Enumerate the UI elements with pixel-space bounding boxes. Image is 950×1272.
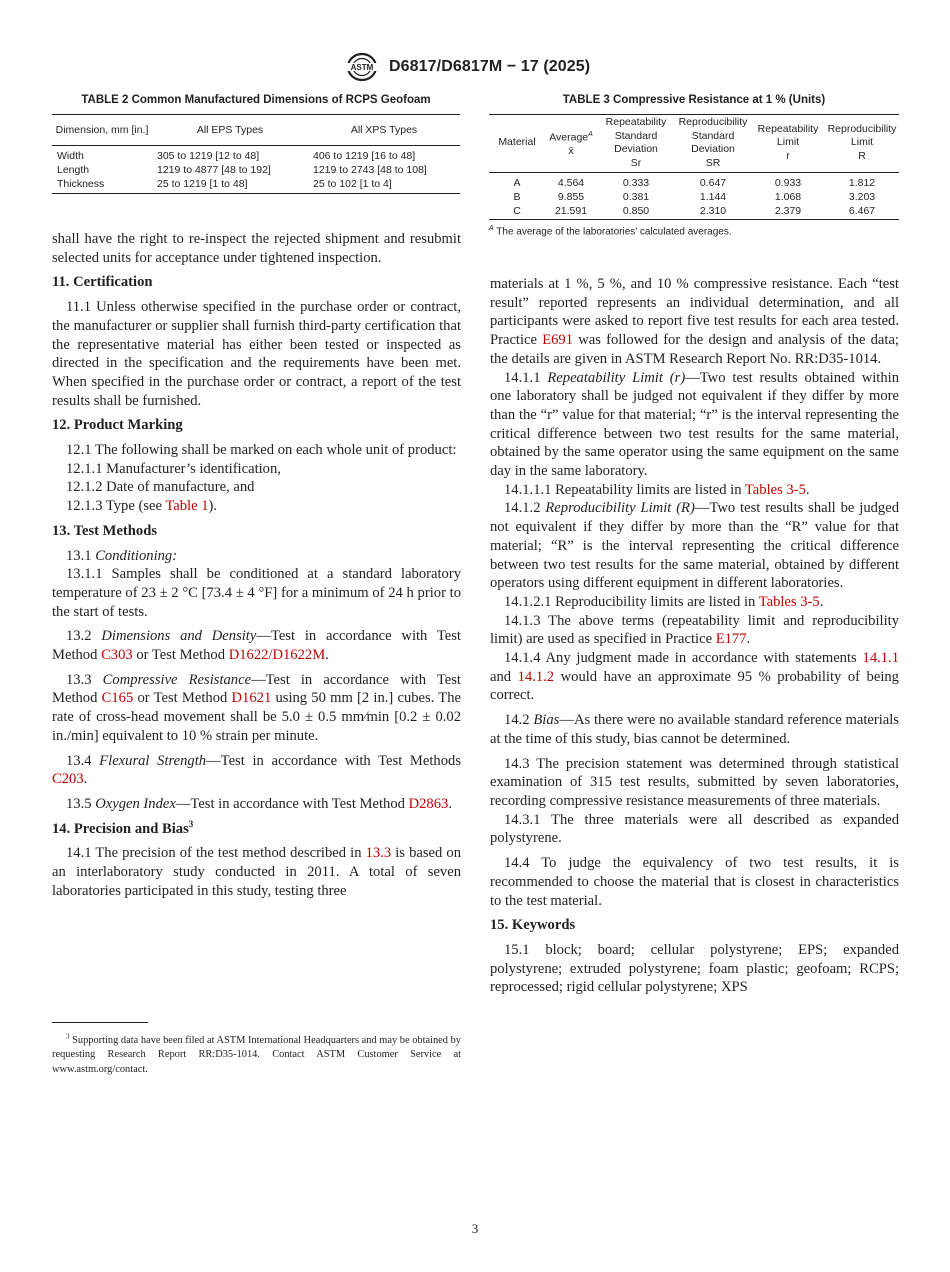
table-cell: 25 to 1219 [1 to 48] <box>152 177 308 194</box>
table-cell: 4.564 <box>557 177 585 189</box>
left-column <box>52 230 461 901</box>
table3-header-repeatability-sd: Repeatability Standard Deviation Sr <box>597 115 675 173</box>
table-row <box>489 204 899 220</box>
table-cell: 1219 to 2743 [48 to 108] <box>313 164 427 176</box>
paragraph: 14.1.3 The above terms (repeatability limit and reproducibility limit) are used as specified in Practice E177. <box>490 612 899 648</box>
table-cell: 9.855 <box>557 191 585 203</box>
paragraph: 12.1.2 Date of manufacture, and <box>66 479 255 496</box>
table-cell: Thickness <box>52 177 152 194</box>
right-column <box>490 275 899 997</box>
paragraph: 12.1.3 Type (see Table 1). <box>66 498 218 515</box>
link-d2863[interactable]: D2863 <box>408 795 449 812</box>
table-cell: 1.812 <box>848 177 876 189</box>
table-cell: 2.310 <box>675 204 751 220</box>
table-cell: 1.144 <box>699 191 727 203</box>
paragraph: 14.1.2 Reproducibility Limit (R)—Two test results shall be judged not equivalent if they differ by more than the “R” value for that material; “R” is the interval representing the critical difference between two test results for the same material, obtained by different operators using different equipment in different laboratories. <box>490 500 899 592</box>
table2-caption: TABLE 2 Common Manufactured Dimensions of RCPS Geofoam <box>81 94 431 106</box>
paragraph: shall have the right to re-inspect the rejected shipment and resubmit selected units for acceptance under tightened inspection. <box>52 231 461 266</box>
table-row <box>489 173 899 191</box>
paragraph: 13.3 Compressive Resistance—Test in accordance with Test Method C165 or Test Method D1621 using 50 mm [2 in.] cubes. The rate of cross-head movement shall be 5.0 ± 0.5 mm⁄min [0.2 ± 0.02 in./min] equivalent to 10 % strain per minute. <box>52 671 461 744</box>
link-c165[interactable]: C165 <box>101 690 134 707</box>
table-cell: Width <box>57 150 84 162</box>
document-designation: D6817/D6817M − 17 (2025) <box>389 58 591 75</box>
paragraph: 12.1 The following shall be marked on each whole unit of product: <box>66 442 457 459</box>
paragraph: 14.1.2.1 Reproducibility limits are listed in Tables 3-5. <box>504 593 824 610</box>
paragraph: 12.1.1 Manufacturer’s identification, <box>66 460 281 477</box>
svg-text:ASTM: ASTM <box>350 63 374 73</box>
link-e177[interactable]: E177 <box>715 631 747 648</box>
table-cell: 406 to 1219 [16 to 48] <box>313 150 416 162</box>
table2-header-eps: All EPS Types <box>152 115 308 146</box>
link-tables-3-5[interactable]: Tables 3-5 <box>744 481 806 498</box>
table2-header-xps: All XPS Types <box>308 115 460 146</box>
table3 <box>489 114 899 220</box>
footnote-ref[interactable]: 3 <box>188 818 194 829</box>
paragraph: 11.1 Unless otherwise specified in the purchase order or contract, the manufacturer or supplier shall furnish third-party certification that the representative material has either been tested or inspected as directed in the specification and the requirements have been met. When specified in the purchase order or contract, a report of the test results shall be furnished. <box>52 299 461 409</box>
link-table-1[interactable]: Table 1 <box>165 498 209 515</box>
table3-header-average: Average$^A$ x̄ <box>545 115 597 173</box>
paragraph: 13.2 Dimensions and Density—Test in accordance with Test Method C303 or Test Method D1622/D1622M. <box>52 628 461 664</box>
footnote: $^3$ Supporting data have been filed at ASTM International Headquarters and may be obtained by requesting Research Report RR:D35-1014. Contact ASTM Customer Service at www.astm.org/contact. <box>52 1032 461 1075</box>
table-row <box>489 190 899 204</box>
link-c203[interactable]: C203 <box>52 771 84 788</box>
paragraph: 14.4 To judge the equivalency of two test results, it is recommended to choose the material that is closest in characteristics to the test material. <box>490 855 899 909</box>
paragraph: 13.5 Oxygen Index—Test in accordance with Test Method D2863. <box>66 795 452 812</box>
table-cell: 6.467 <box>825 204 899 220</box>
table-row <box>52 177 460 194</box>
section-heading-test-methods: 13. Test Methods <box>52 522 158 539</box>
link-c303[interactable]: C303 <box>101 647 133 664</box>
table-cell: 0.850 <box>597 204 675 220</box>
table3-caption: TABLE 3 Compressive Resistance at 1 % (Units) <box>562 94 826 106</box>
link-13-3[interactable]: 13.3 <box>365 845 392 862</box>
table-cell: 2.379 <box>751 204 825 220</box>
footnote-divider <box>52 1022 148 1023</box>
link-14-1-1[interactable]: 14.1.1 <box>862 650 899 667</box>
paragraph: 14.1.1 Repeatability Limit (r)—Two test results obtained within one laboratory shall be judged not equivalent if they differ by more than the “r” value for that material; “r” is the interval representing the critical difference between two test results for the same material, obtained by the same operator using the same equipment on the same day in the same laboratory. <box>490 369 899 480</box>
table-cell: 1219 to 4877 [48 to 192] <box>157 164 271 176</box>
table-cell: B <box>513 191 521 203</box>
table-row <box>52 146 460 164</box>
paragraph: 13.1 Conditioning: <box>66 547 178 564</box>
section-heading-product-marking: 12. Product Marking <box>52 417 183 434</box>
paragraph: 15.1 block; board; cellular polystyrene; EPS; expanded polystyrene; extruded polystyrene; foam plastic; geofoam; RCPS; reprocessed; rigid cellular polystyrene; XPS <box>490 941 899 996</box>
table-cell: Length <box>57 164 90 176</box>
paragraph: 14.2 Bias—As there were no available standard reference materials at the time of this study, bias cannot be determined. <box>490 712 899 747</box>
section-heading-certification: 11. Certification <box>52 274 153 291</box>
table3-header-reproducibility-sd: Reproducibility Standard Deviation SR <box>675 115 751 173</box>
paragraph: 14.1.1.1 Repeatability limits are listed in Tables 3-5. <box>504 481 810 498</box>
table-cell: C <box>489 204 545 220</box>
astm-logo-icon <box>344 52 380 82</box>
table-cell: 1.068 <box>774 191 802 203</box>
paragraph: 14.1.4 Any judgment made in accordance with statements 14.1.1 and 14.1.2 would have an approximate 95 % probability of being correct. <box>490 650 899 704</box>
table-cell: 3.203 <box>848 191 876 203</box>
link-14-1-2[interactable]: 14.1.2 <box>517 668 555 685</box>
paragraph: 14.3 The precision statement was determined through statistical examination of 315 test results, submitted by seven laboratories, recording compressive resistance measurements of three materials. <box>490 755 899 809</box>
table-cell: 0.381 <box>622 191 650 203</box>
table-cell: 0.647 <box>699 177 727 189</box>
paragraph: 13.4 Flexural Strength—Test in accordance with Test Methods C203. <box>52 752 461 788</box>
table2-header-dimension: Dimension, mm [in.] <box>52 115 152 146</box>
table2 <box>52 114 460 194</box>
paragraph: 14.1 The precision of the test method described in 13.3 is based on an interlaboratory study conducted in 2011. A total of seven laboratories participated in this study, testing three <box>52 845 461 899</box>
table-cell: 25 to 102 [1 to 4] <box>308 177 460 194</box>
table3-footnote: $^A$ The average of the laboratories’ calculated averages. <box>489 225 732 238</box>
table3-header-repeatability-limit: Repeatability Limit r <box>751 115 825 173</box>
link-e691[interactable]: E691 <box>542 332 574 349</box>
table3-header-reproducibility-limit: Reproducibility Limit R <box>825 115 899 173</box>
table-cell: A <box>513 177 521 189</box>
link-d1622[interactable]: D1622/D1622M <box>228 647 326 664</box>
paragraph: 13.1.1 Samples shall be conditioned at a standard laboratory temperature of 23 ± 2 °C [73.4 ± 4 °F] for a minimum of 24 h prior to the start of tests. <box>52 566 461 620</box>
link-d1621[interactable]: D1621 <box>231 690 272 707</box>
table-cell: 0.333 <box>622 177 650 189</box>
link-tables-3-5[interactable]: Tables 3-5 <box>758 593 820 610</box>
page-number: 3 <box>471 1221 479 1236</box>
table-cell: 305 to 1219 [12 to 48] <box>157 150 260 162</box>
section-heading-precision-bias: 14. Precision and Bias$^3$ <box>52 818 194 837</box>
paragraph: 14.3.1 The three materials were all described as expanded polystyrene. <box>490 811 899 847</box>
table3-header-material: Material <box>489 115 545 173</box>
section-heading-keywords: 15. Keywords <box>490 917 576 934</box>
table-row <box>52 163 460 177</box>
table-cell: 21.591 <box>545 204 597 220</box>
table-cell: 0.933 <box>774 177 802 189</box>
paragraph: materials at 1 %, 5 %, and 10 % compressive resistance. Each “test result” reported represents an individual determination, and all participants were asked to report five test results for each area tested. Practice E691 was followed for the design and analysis of the data; the details are given in ASTM Research Report No. RR:D35-1014. <box>490 276 899 367</box>
page-header <box>0 50 950 86</box>
